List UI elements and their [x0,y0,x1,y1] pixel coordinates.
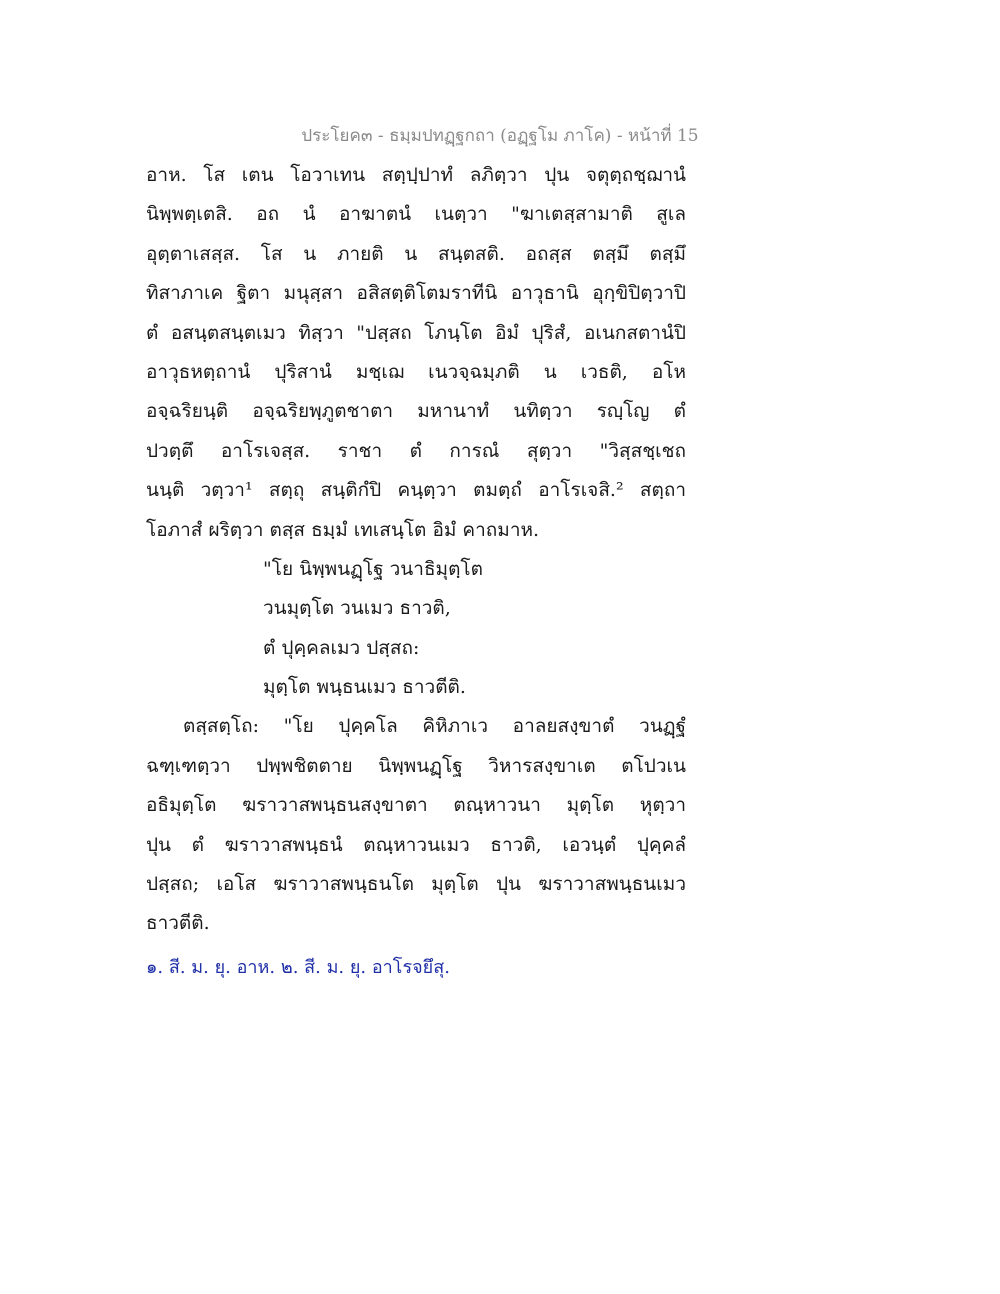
verse-line: วนมุตฺโต วนเมว ธาวติ, [263,597,451,620]
text-line: อุตฺตาเสสฺส. โส น ภายติ น สนฺตสติ. อถสฺส ตสฺมึ ตสฺมึ [146,242,686,265]
text-line: ฉฑฺเฑตฺวา ปพฺพชิตตาย นิพฺพนฏฺโฐ วิหารสงฺขาเต ตโปวเน [146,754,686,777]
text-line: นนฺติ วตฺวา¹ สตฺถุ สนฺติกํปิ คนฺตฺวา ตมตฺถํ อาโรเจสิ.² สตฺถา [146,479,686,502]
text-line: อาวุธหตฺถานํ ปุริสานํ มชฺเฌ เนวจฺฉมฺภติ น เวธติ, อโห [146,360,686,383]
body-text [146,156,686,944]
verse-line: มุตฺโต พนฺธนเมว ธาวตีติ. [263,676,466,699]
text-line: อจฺฉริยนฺติ อจฺฉริยพฺภูตชาตา มหานาทํ นทิตฺวา รญฺโญ ตํ [146,400,686,423]
text-line: ตํ อสนฺตสนฺตเมว ทิสฺวา "ปสฺสถ โภนฺโต อิมํ ปุริสํ, อเนกสตานํปิ [146,321,686,344]
text-line: โอภาสํ ผริตฺวา ตสฺส ธมฺมํ เทเสนฺโต อิมํ คาถมาห. [146,518,540,541]
footnote: ๑. สี. ม. ยุ. อาห. ๒. สี. ม. ยุ. อาโรจยึสุ. [146,957,450,978]
text-line: นิพฺพตฺเตสิ. อถ นํ อาฆาตนํ เนตฺวา "ฆาเตสฺสามาติ สูเล [146,203,686,226]
verse-line: "โย นิพฺพนฏฺโฐ วนาธิมุตฺโต [263,557,483,580]
verse-line: ตํ ปุคฺคลเมว ปสฺสถ: [263,636,420,659]
text-line: อาห. โส เตน โอวาเทน สตฺปฺปาทํ ลภิตฺวา ปุน จตุตฺถชฺฌานํ [146,164,686,186]
page-header: ประโยค๓ - ธมฺมปทฏฺฐกถา (อฏฺฐโม ภาโค) - หน้าที่ 15 [301,126,699,146]
text-line: อธิมุตฺโต ฆราวาสพนฺธนสงฺขาตา ตณฺหาวนา มุตฺโต หุตฺวา [146,794,686,817]
text-line: ตสฺสตฺโถ: "โย ปุคฺคโล คิหิภาเว อาลยสงฺขาตํ วนฏฺฐํ [183,715,686,738]
text-line: ปวตฺตึ อาโรเจสฺส. ราชา ตํ การณํ สุตฺวา "วิสฺสชฺเชถ [146,439,686,462]
text-line: ปุน ตํ ฆราวาสพนฺธนํ ตณฺหาวนเมว ธาวติ, เอวนฺตํ ปุคฺคลํ [146,833,686,856]
text-line: ปสฺสถ; เอโส ฆราวาสพนฺธนโต มุตฺโต ปุน ฆราวาสพนฺธนเมว [146,873,686,896]
text-line: ทิสาภาเค ฐิตา มนุสฺสา อสิสตฺติโตมราทีนิ อาวุธานิ อุกฺขิปิตฺวาปิ [146,282,686,305]
text-line: ธาวตีติ. [146,912,210,935]
